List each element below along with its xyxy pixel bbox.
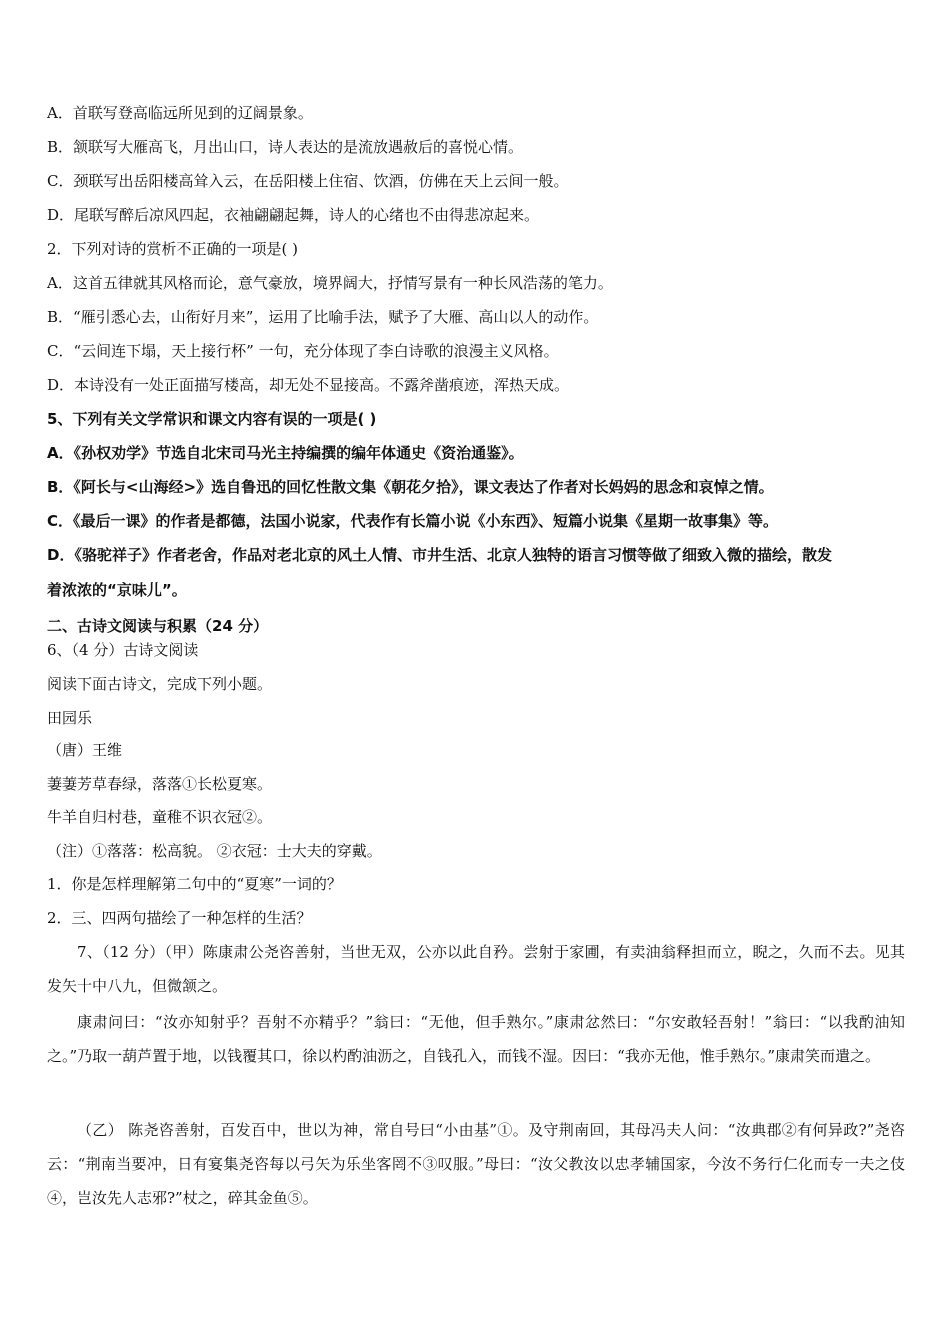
q7-paragraph-2: 康肃问曰：“汝亦知射乎？吾射不亦精乎？”翁曰：“无他，但手熟尔。”康肃忿然曰：“尔安敢轻吾射！”翁曰：“以我酌油知之。”乃取一葫芦置于地，以钱覆其口，徐以杓酌油沥之，自钱孔入，而钱不湿。因曰：“我亦无他，惟手熟尔。”康肃笑而遣之。 — [47, 1013, 905, 1065]
q6-intro: 阅读下面古诗文，完成下列小题。 — [47, 675, 273, 693]
q5-option-a: A．《孙权劝学》节选自北宋司马光主持编撰的编年体通史《资治通鉴》。 — [47, 444, 524, 462]
q7-paragraph-yi: （乙） 陈尧咨善射，百发百中，世以为神，常自号曰“小由基”①。及守荆南回，其母冯夫人问：“汝典郡②有何异政?”尧咨云：“荆南当要冲，日有宴集尧咨每以弓矢为乐坐客罔不③叹服。”母曰：“汝父教汝以忠孝辅国家，今汝不务行仁化而专一夫之伎④，岂汝先人志邪?”杖之，碎其金鱼⑤。 — [47, 1121, 905, 1207]
q6-sub-question-1: 1．你是怎样理解第二句中的“夏寒”一词的？ — [47, 875, 342, 893]
q1-option-c: C．颈联写出岳阳楼高耸入云，在岳阳楼上住宿、饮酒，仿佛在天上云间一般。 — [47, 172, 569, 190]
poem-note: （注）①落落：松高貌。 ②衣冠：士大夫的穿戴。 — [47, 842, 382, 860]
q5-option-d-line2: 着浓浓的“京味儿”。 — [47, 581, 187, 599]
poem-title: 田园乐 — [47, 709, 93, 727]
section-2-title: 二、古诗文阅读与积累（24 分） — [47, 617, 269, 635]
poem-author: （唐）王维 — [47, 741, 123, 759]
q6-sub-question-2: 2．三、四两句描绘了一种怎样的生活？ — [47, 909, 312, 927]
q2-stem: 2．下列对诗的赏析不正确的一项是( ) — [47, 240, 299, 258]
q6-header: 6、（4 分）古诗文阅读 — [47, 641, 199, 659]
q2-option-b: B．“雁引悉心去，山衔好月来”，运用了比喻手法，赋予了大雁、高山以人的动作。 — [47, 308, 599, 326]
q5-option-b: B．《阿长与<山海经>》选自鲁迅的回忆性散文集《朝花夕拾》，课文表达了作者对长妈妈的思念和哀悼之情。 — [47, 478, 774, 496]
poem-line-1: 萋萋芳草春绿，落落①长松夏寒。 — [47, 775, 273, 793]
q5-stem: 5、下列有关文学常识和课文内容有误的一项是( ) — [47, 410, 377, 428]
q1-option-a: A．首联写登高临远所见到的辽阔景象。 — [47, 104, 313, 122]
q5-option-c: C．《最后一课》的作者是都德，法国小说家，代表作有长篇小说《小东西》、短篇小说集《星期一故事集》等。 — [47, 512, 779, 530]
poem-line-2: 牛羊自归村巷，童稚不识衣冠②。 — [47, 808, 273, 826]
q2-option-d: D．本诗没有一处正面描写楼高，却无处不显接高。不露斧凿痕迹，浑热天成。 — [47, 376, 570, 394]
q1-option-d: D．尾联写醉后凉风四起，衣袖翩翩起舞，诗人的心绪也不由得悲凉起来。 — [47, 206, 540, 224]
q2-option-a: A．这首五律就其风格而论，意气豪放，境界阔大，抒情写景有一种长风浩荡的笔力。 — [47, 274, 613, 292]
q7-paragraph-jia: 7、（12 分）（甲）陈康肃公尧咨善射，当世无双，公亦以此自矜。尝射于家圃，有卖油翁释担而立，睨之，久而不去。见其发矢十中八九，但微颔之。 — [47, 943, 905, 995]
q1-option-b: B．颔联写大雁高飞，月出山口，诗人表达的是流放遇赦后的喜悦心情。 — [47, 138, 524, 156]
q5-option-d-line1: D．《骆驼祥子》作者老舍，作品对老北京的风土人情、市井生活、北京人独特的语言习惯等做了细致入微的描绘，散发 — [47, 546, 832, 564]
q2-option-c: C．“云间连下塌，天上接行杯” 一句，充分体现了李白诗歌的浪漫主义风格。 — [47, 342, 559, 360]
